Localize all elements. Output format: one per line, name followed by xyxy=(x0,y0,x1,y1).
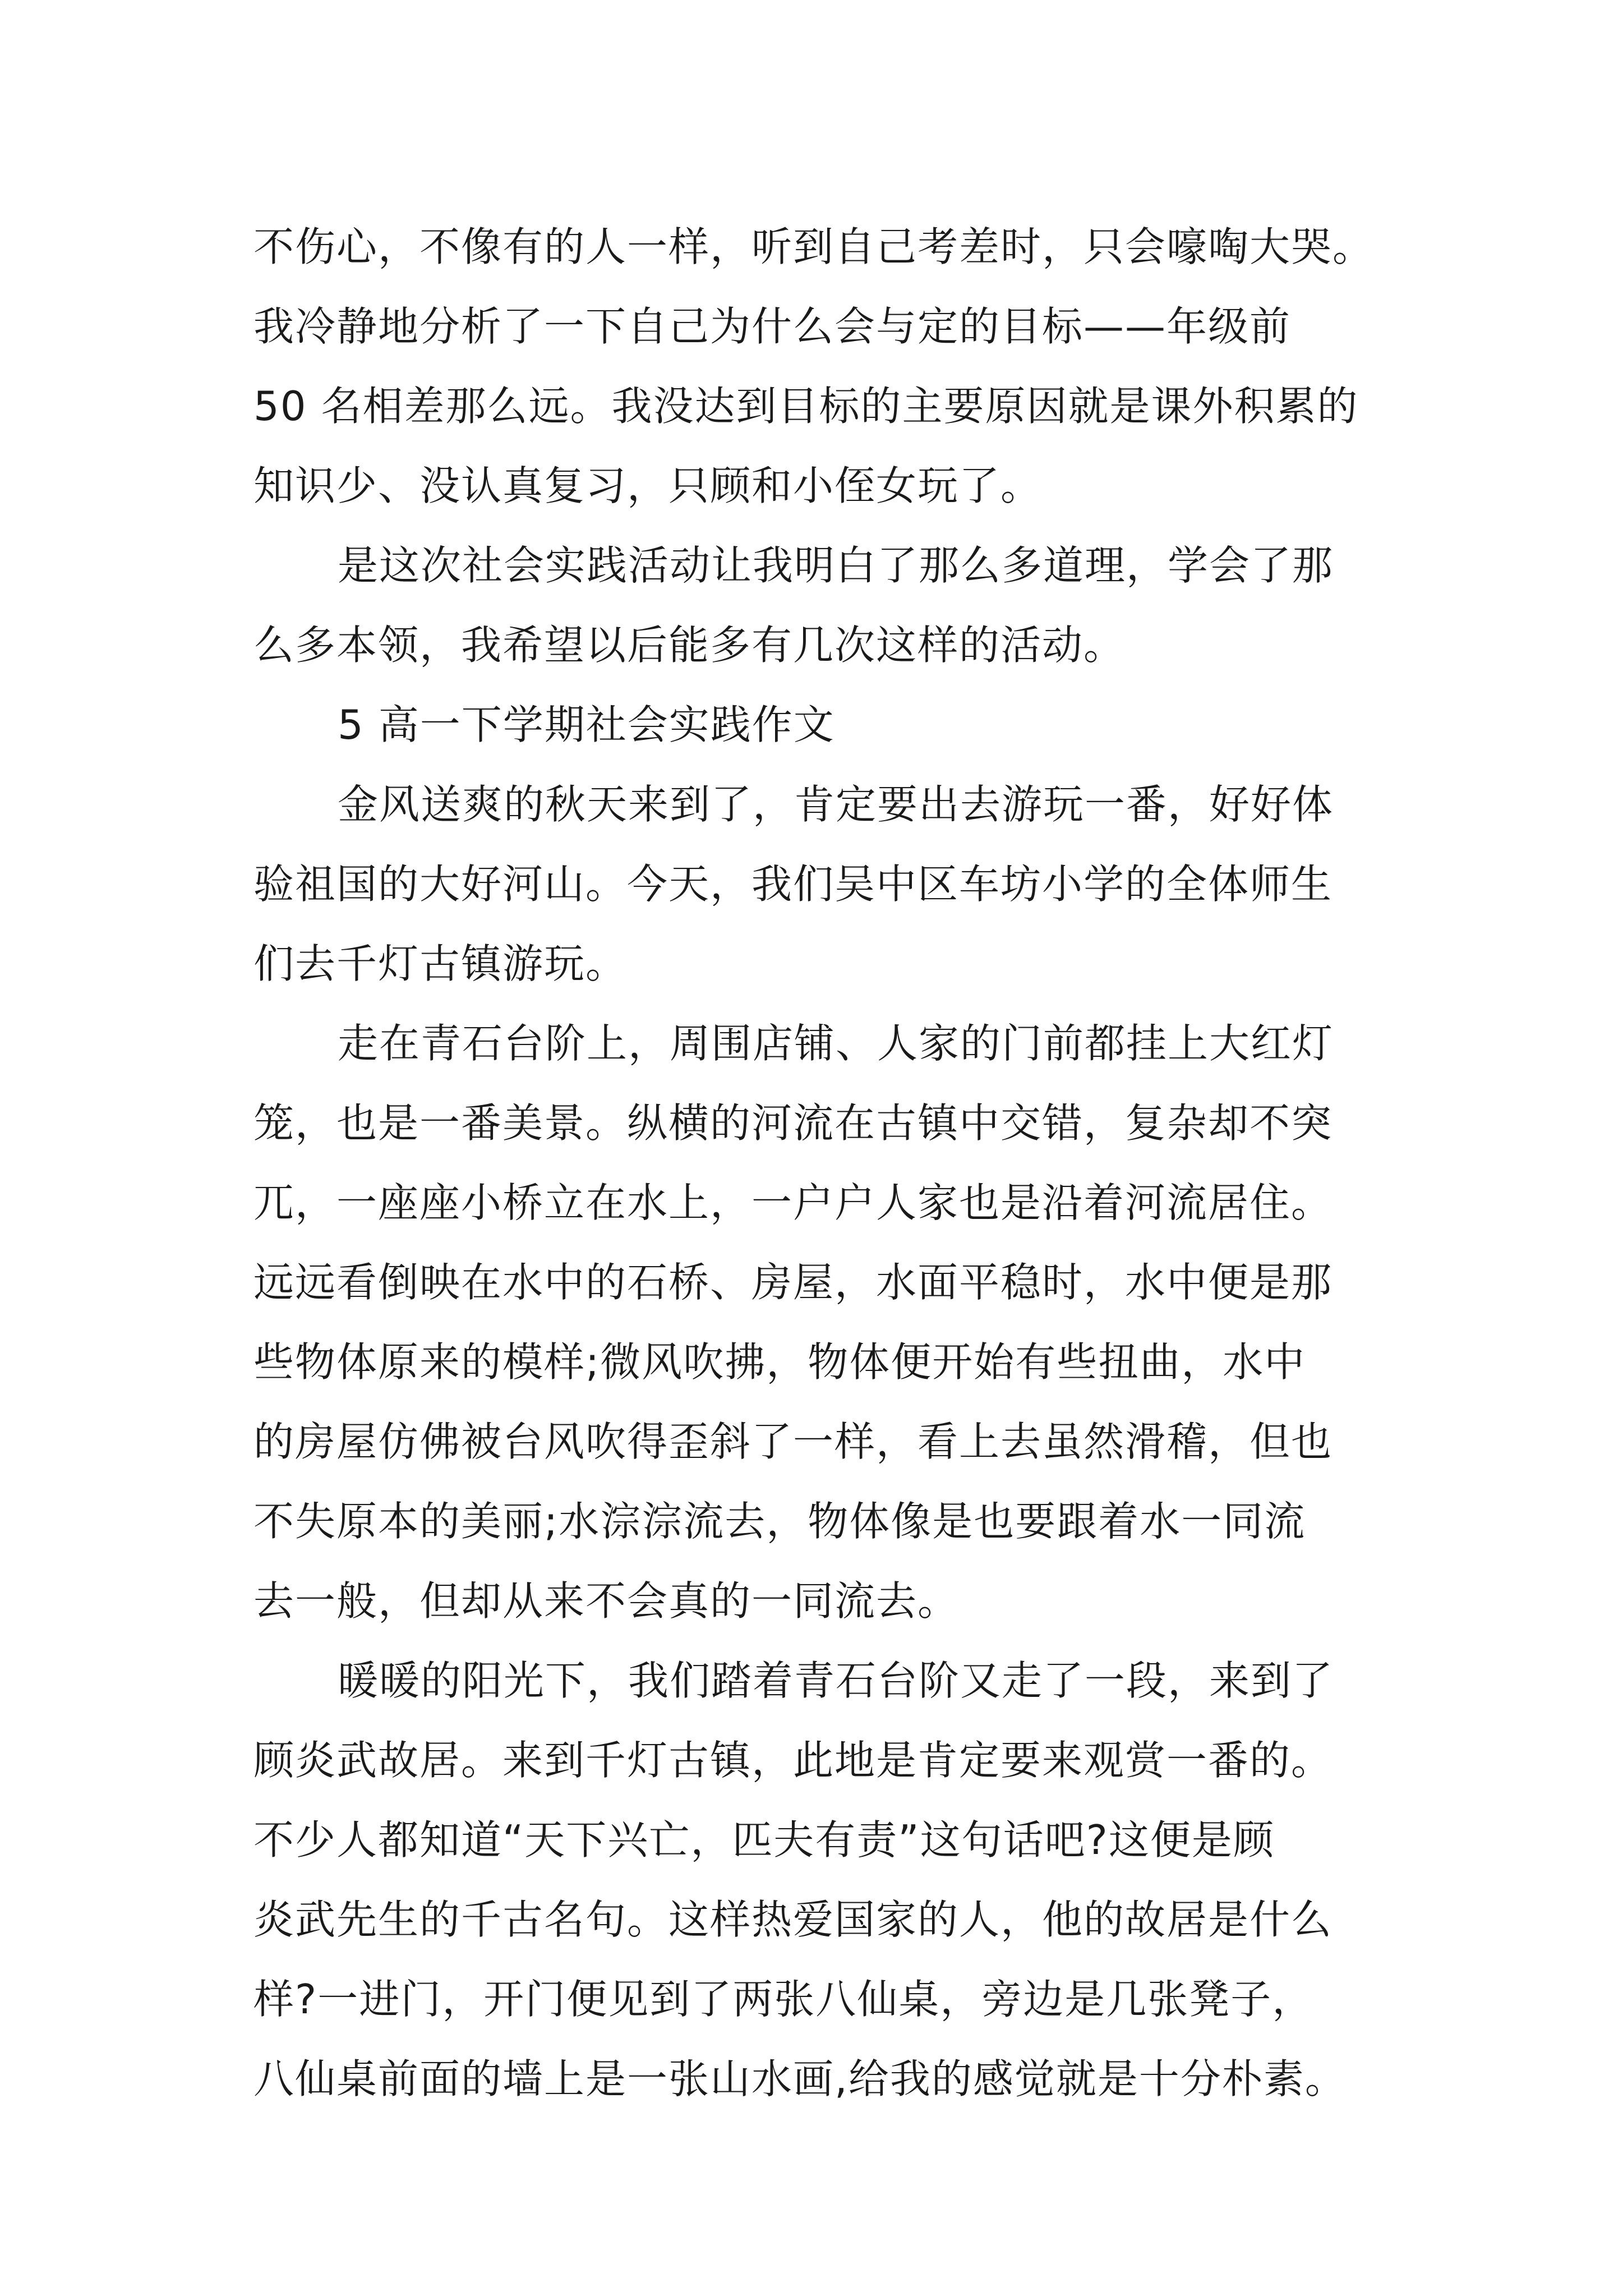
text-line: 金风送爽的秋天来到了，肯定要出去游玩一番，好好体 xyxy=(338,781,1334,828)
text-line: 的房屋仿佛被台风吹得歪斜了一样，看上去虽然滑稽，但也 xyxy=(253,1418,1333,1465)
text-line: 八仙桌前面的墙上是一张山水画,给我的感觉就是十分朴素。 xyxy=(253,2055,1347,2102)
text-line: 笼，也是一番美景。纵横的河流在古镇中交错，复杂却不突 xyxy=(253,1099,1333,1147)
text-line: 走在青石台阶上，周围店铺、人家的门前都挂上大红灯 xyxy=(338,1020,1334,1067)
section-heading: 5 高一下学期社会实践作文 xyxy=(338,701,835,748)
text-line: 不少人都知道“天下兴亡，匹夫有责”这句话吧?这便是顾 xyxy=(253,1816,1275,1864)
text-line: 去一般，但却从来不会真的一同流去。 xyxy=(253,1577,960,1625)
text-line: 样?一进门，开门便见到了两张八仙桌，旁边是几张凳子， xyxy=(253,1976,1314,2023)
text-line: 知识少、没认真复习，只顾和小侄女玩了。 xyxy=(253,462,1043,509)
text-line: 我冷静地分析了一下自己为什么会与定的目标——年级前 xyxy=(253,303,1292,350)
text-line: 们去千灯古镇游玩。 xyxy=(253,940,628,987)
text-line: 炎武先生的千古名句。这样热爱国家的人，他的故居是什么 xyxy=(253,1896,1333,1943)
text-line: 顾炎武故居。来到千灯古镇，此地是肯定要来观赏一番的。 xyxy=(253,1737,1333,1784)
text-line: 远远看倒映在水中的石桥、房屋，水面平稳时，水中便是那 xyxy=(253,1259,1333,1306)
text-line: 是这次社会实践活动让我明白了那么多道理，学会了那 xyxy=(338,542,1334,589)
text-line: 兀，一座座小桥立在水上，一户户人家也是沿着河流居住。 xyxy=(253,1179,1333,1226)
text-line: 不伤心，不像有的人一样，听到自己考差时，只会嚎啕大哭。 xyxy=(253,223,1375,270)
text-line: 暖暖的阳光下，我们踏着青石台阶又走了一段，来到了 xyxy=(338,1657,1334,1704)
text-line: 不失原本的美丽;水淙淙流去，物体像是也要跟着水一同流 xyxy=(253,1498,1306,1545)
text-line: 些物体原来的模样;微风吹拂，物体便开始有些扭曲，水中 xyxy=(253,1338,1306,1386)
text-line: 50 名相差那么远。我没达到目标的主要原因就是课外积累的 xyxy=(253,383,1359,430)
text-line: 验祖国的大好河山。今天，我们吴中区车坊小学的全体师生 xyxy=(253,861,1333,908)
text-line: 么多本领，我希望以后能多有几次这样的活动。 xyxy=(253,622,1126,669)
